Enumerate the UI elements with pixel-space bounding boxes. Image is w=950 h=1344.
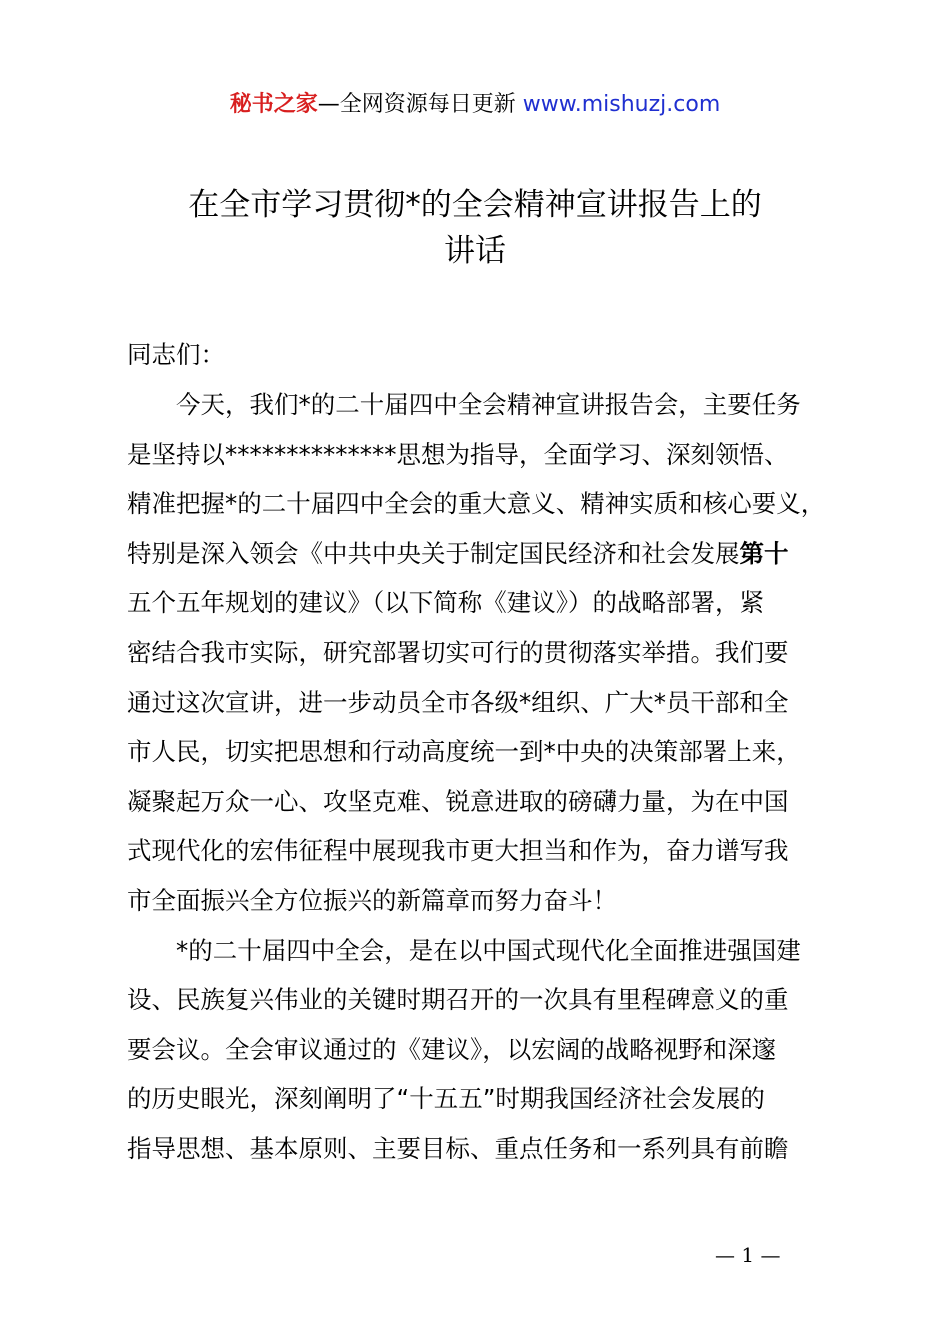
body-line: *的二十届四中全会，是在以中国式现代化全面推进强国建 xyxy=(176,935,801,965)
title-line-2: 讲话 xyxy=(444,233,506,269)
body-line: 精准把握*的二十届四中全会的重大意义、精神实质和核心要义， xyxy=(127,489,826,519)
body-line-text: 特别是深入领会《中共中央关于制定国民经济和社会发展 xyxy=(127,538,740,568)
body-line: 的历史眼光，深刻阐明了“十五五”时期我国经济社会发展的 xyxy=(127,1084,765,1114)
site-tagline: —全网资源每日更新 xyxy=(317,92,516,117)
body-line: 凝聚起万众一心、攻坚克难、锐意进取的磅礴力量，为在中国 xyxy=(127,786,789,816)
site-header xyxy=(0,88,950,122)
body-line: 市全面振兴全方位振兴的新篇章而努力奋斗！ xyxy=(127,885,617,915)
title-line-1: 在全市学习贯彻*的全会精神宣讲报告上的 xyxy=(188,187,762,223)
body-line-bold-text: 第十 xyxy=(739,538,789,568)
body-line: 密结合我市实际，研究部署切实可行的贯彻落实举措。我们要 xyxy=(127,637,789,667)
body-line: 市人民，切实把思想和行动高度统一到*中央的决策部署上来， xyxy=(127,737,801,767)
body-text xyxy=(127,386,847,1180)
document-title xyxy=(120,182,830,274)
page-number: — 1 — xyxy=(715,1243,781,1267)
body-line xyxy=(127,535,847,585)
body-line: 设、民族复兴伟业的关键时期召开的一次具有里程碑意义的重 xyxy=(127,985,789,1015)
body-line: 要会议。全会审议通过的《建议》，以宏阔的战略视野和深邃 xyxy=(127,1034,777,1064)
body-line: 指导思想、基本原则、主要目标、重点任务和一系列具有前瞻 xyxy=(127,1133,789,1163)
body-line: 今天，我们*的二十届四中全会精神宣讲报告会，主要任务 xyxy=(176,390,801,419)
site-url[interactable]: www.mishuzj.com xyxy=(522,92,721,117)
site-brand: 秘书之家 xyxy=(229,92,318,117)
body-line: 是坚持以**************思想为指导，全面学习、深刻领悟、 xyxy=(127,439,789,469)
body-line: 通过这次宣讲，进一步动员全市各级*组织、广大*员干部和全 xyxy=(127,687,789,717)
salutation: 同志们： xyxy=(127,340,225,369)
body-line: 式现代化的宏伟征程中展现我市更大担当和作为，奋力谱写我 xyxy=(127,836,789,866)
body-line: 五个五年规划的建议》（以下简称《建议》）的战略部署，紧 xyxy=(127,588,764,618)
